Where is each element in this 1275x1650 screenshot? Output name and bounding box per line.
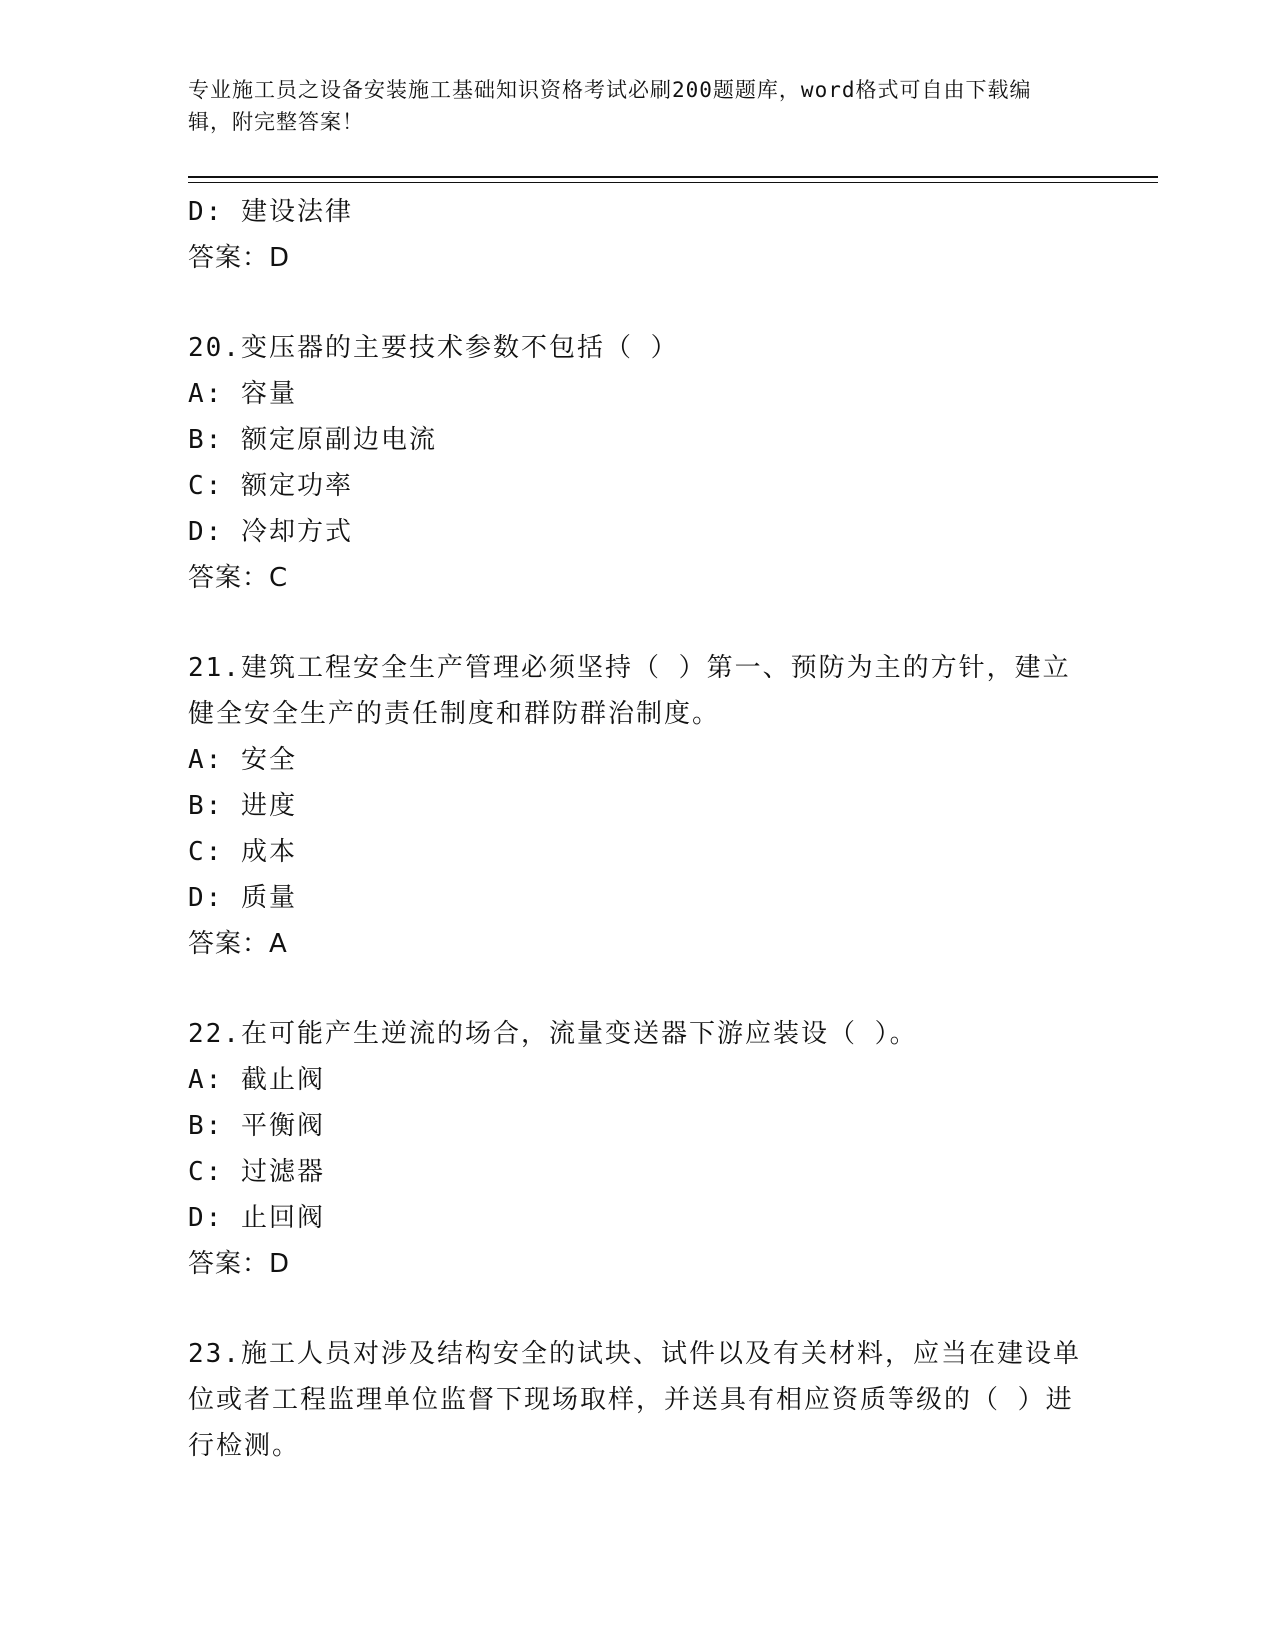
question-stem: 22.在可能产生逆流的场合，流量变送器下游应装设（ ）。 bbox=[188, 1019, 918, 1049]
answer-line: 答案：D bbox=[188, 243, 291, 273]
option-c: C: 成本 bbox=[188, 837, 297, 867]
spacer bbox=[188, 601, 1088, 645]
spacer bbox=[188, 281, 1088, 325]
question-20 bbox=[188, 325, 1088, 601]
question-stem: 20.变压器的主要技术参数不包括（ ） bbox=[188, 333, 679, 363]
answer-line: 答案：D bbox=[188, 1249, 291, 1279]
header-divider-thick bbox=[188, 176, 1158, 178]
option-d: D: 质量 bbox=[188, 883, 297, 913]
option-b: B: 额定原副边电流 bbox=[188, 425, 437, 455]
document-header: 专业施工员之设备安装施工基础知识资格考试必刷200题题库，word格式可自由下载编辑，附完整答案！ bbox=[188, 78, 1032, 134]
option-d: D: 冷却方式 bbox=[188, 517, 353, 547]
answer-line: 答案：C bbox=[188, 563, 289, 593]
question-23 bbox=[188, 1331, 1088, 1469]
option-a: A: 截止阀 bbox=[188, 1065, 325, 1095]
question-stem: 21.建筑工程安全生产管理必须坚持（ ）第一、预防为主的方针，建立健全安全生产的责任制度和群防群治制度。 bbox=[188, 653, 1071, 729]
spacer bbox=[188, 967, 1088, 1011]
question-22 bbox=[188, 1011, 1088, 1287]
header-divider-thin bbox=[188, 182, 1158, 183]
question-stem: 23.施工人员对涉及结构安全的试块、试件以及有关材料，应当在建设单位或者工程监理单位监督下现场取样，并送具有相应资质等级的（ ）进行检测。 bbox=[188, 1339, 1081, 1461]
option-d: D: 止回阀 bbox=[188, 1203, 325, 1233]
option-a: A: 安全 bbox=[188, 745, 297, 775]
option-c: C: 额定功率 bbox=[188, 471, 353, 501]
option-d: D: 建设法律 bbox=[188, 197, 353, 227]
answer-line: 答案：A bbox=[188, 929, 288, 959]
option-c: C: 过滤器 bbox=[188, 1157, 325, 1187]
option-b: B: 平衡阀 bbox=[188, 1111, 325, 1141]
option-a: A: 容量 bbox=[188, 379, 297, 409]
option-b: B: 进度 bbox=[188, 791, 297, 821]
question-list bbox=[188, 189, 1088, 1469]
question-21 bbox=[188, 645, 1088, 967]
spacer bbox=[188, 1287, 1088, 1331]
